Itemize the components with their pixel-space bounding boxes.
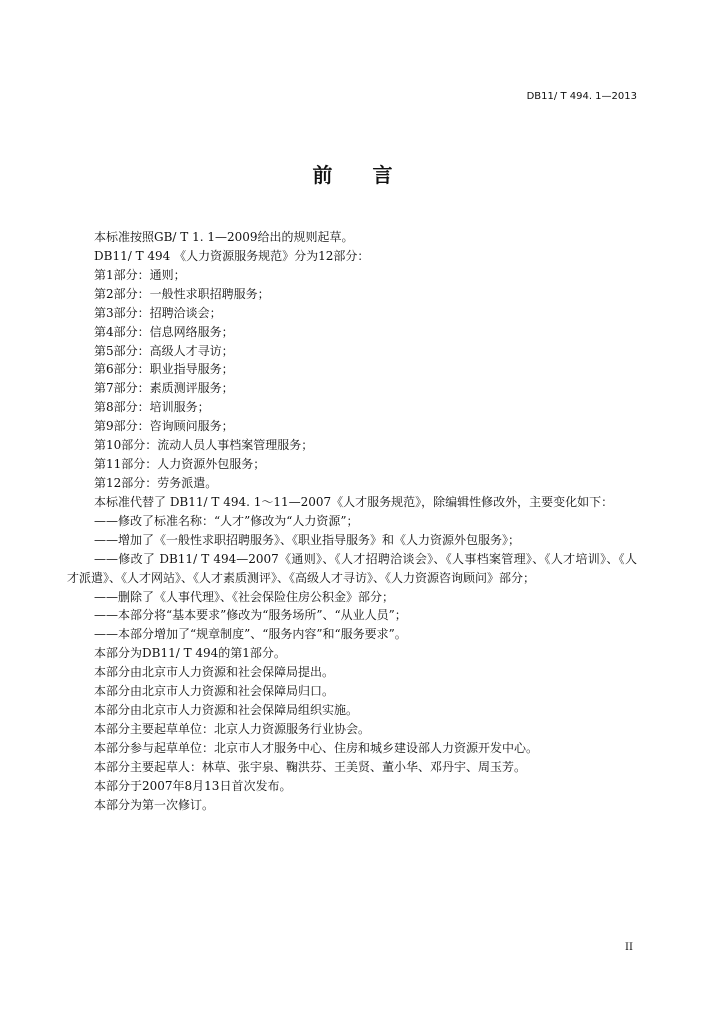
body-line: 本部分参与起草单位：北京市人才服务中心、住房和城乡建设部人力资源开发中心。 <box>94 740 539 755</box>
document-code-header: DB11/ T 494. 1—2013 <box>526 91 637 102</box>
list-item: 第4部分：信息网络服务； <box>94 324 234 339</box>
list-item: 第2部分：一般性求职招聘服务； <box>94 286 270 301</box>
change-item: ——本部分将“基本要求”修改为“服务场所”、“从业人员”； <box>94 608 407 623</box>
body-line: 本部分于2007年8月13日首次发布。 <box>94 778 292 793</box>
body-line: 本部分主要起草人：林草、张宇泉、鞠洪芬、王美贤、董小华、邓丹宇、周玉芳。 <box>94 759 527 774</box>
list-item: 第3部分：招聘洽谈会； <box>94 305 222 320</box>
list-item: 第12部分：劳务派遣。 <box>94 475 218 490</box>
body-line: 本部分为DB11/ T 494的第1部分。 <box>94 646 286 661</box>
list-item: 第5部分：高级人才寻访； <box>94 343 234 358</box>
change-item: ——本部分增加了“规章制度”、“服务内容”和“服务要求”。 <box>94 627 407 642</box>
change-item: ——删除了《人事代理》、《社会保险住房公积金》部分； <box>94 589 395 604</box>
body-line: 本标准按照GB/ T 1. 1—2009给出的规则起草。 <box>94 230 354 244</box>
change-item: ——修改了标准名称：“人才”修改为“人力资源”； <box>94 513 359 528</box>
body-line: 本部分为第一次修订。 <box>94 797 215 812</box>
list-item: 第10部分：流动人员人事档案管理服务； <box>94 438 314 453</box>
list-item: 第11部分：人力资源外包服务； <box>94 457 266 472</box>
list-item: 第9部分：咨询顾问服务； <box>94 419 234 434</box>
change-item-continuation: 才派遣》、《人才网站》、《人才素质测评》、《高级人才寻访》、《人力资源咨询顾问》部分； <box>67 570 536 585</box>
body-line: 本部分由北京市人力资源和社会保障局归口。 <box>94 684 335 699</box>
body-line: 本部分由北京市人力资源和社会保障局组织实施。 <box>94 703 359 718</box>
list-item: 第7部分：素质测评服务； <box>94 381 234 396</box>
foreword-body <box>0 228 724 815</box>
list-item: 第8部分：培训服务； <box>94 400 210 415</box>
change-item: ——修改了 DB11/ T 494—2007《通则》、《人才招聘洽谈会》、《人事档案管理》、《人才培训》、《人 <box>94 551 637 566</box>
list-item: 第1部分：通则； <box>94 267 186 282</box>
body-line: 本部分由北京市人力资源和社会保障局提出。 <box>94 665 335 680</box>
change-item: ——增加了《一般性求职招聘服务》、《职业指导服务》和《人力资源外包服务》； <box>94 532 521 547</box>
page-number: II <box>625 942 633 953</box>
body-line: 本部分主要起草单位：北京人力资源服务行业协会。 <box>94 721 371 736</box>
body-line: 本标准代替了 DB11/ T 494. 1～11—2007《人才服务规范》，除编辑性修改外，主要变化如下： <box>94 494 614 509</box>
body-line: DB11/ T 494 《人力资源服务规范》分为12部分： <box>94 248 370 263</box>
list-item: 第6部分：职业指导服务； <box>94 362 234 377</box>
page-title: 前 言 <box>312 163 393 187</box>
